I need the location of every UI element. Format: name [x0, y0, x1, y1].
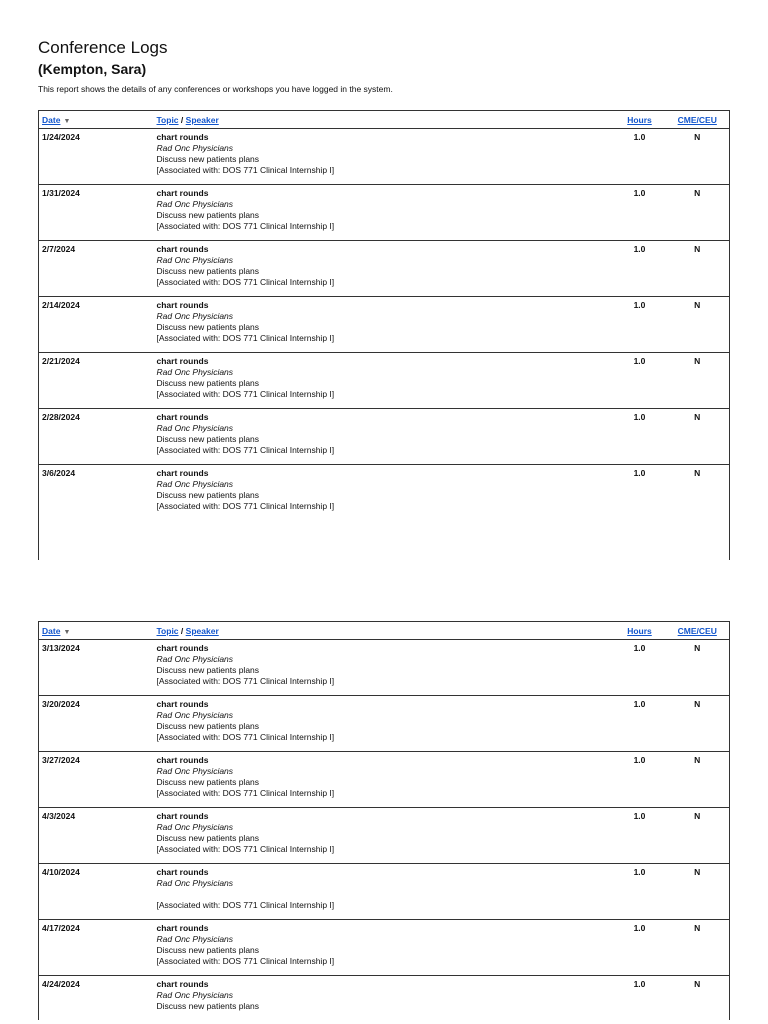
topic-text: chart rounds	[156, 468, 209, 478]
table-row	[39, 640, 730, 696]
speaker-text: Rad Onc Physicians	[156, 822, 234, 832]
association-text: [Associated with: DOS 771 Clinical Internship I]	[156, 788, 335, 798]
description-text: Discuss new patients plans	[156, 665, 260, 675]
conference-log-table-page1	[38, 110, 730, 560]
caret-down-icon[interactable]: ▼	[63, 628, 71, 636]
column-header-date	[39, 111, 154, 129]
speaker-text: Rad Onc Physicians	[156, 710, 234, 720]
hours-cell: 1.0	[614, 752, 666, 808]
topic-text: chart rounds	[156, 643, 209, 653]
table-row	[39, 185, 730, 241]
association-text: [Associated with: DOS 771 Clinical Internship I]	[156, 844, 335, 854]
date-cell: 1/24/2024	[39, 129, 154, 185]
topic-cell	[154, 409, 614, 465]
sort-cme-link[interactable]: CME/CEU	[677, 625, 717, 636]
cme-cell: N	[666, 185, 730, 241]
cme-cell: N	[666, 864, 730, 920]
topic-text: chart rounds	[156, 923, 209, 933]
date-cell: 3/13/2024	[39, 640, 154, 696]
topic-cell	[154, 353, 614, 409]
date-cell: 3/6/2024	[42, 468, 76, 478]
column-header-cme	[666, 622, 730, 640]
date-cell: 2/28/2024	[39, 409, 154, 465]
topic-text: chart rounds	[156, 755, 209, 765]
description-text: Discuss new patients plans	[156, 210, 260, 220]
description-text: Discuss new patients plans	[156, 154, 260, 164]
page-title: Conference Logs	[38, 38, 168, 57]
description-text: Discuss new patients plans	[156, 1001, 260, 1011]
topic-text: chart rounds	[156, 188, 209, 198]
topic-cell	[154, 696, 614, 752]
date-cell: 3/27/2024	[39, 752, 154, 808]
sort-hours-link[interactable]: Hours	[627, 625, 652, 636]
sort-date-link[interactable]: Date	[42, 625, 61, 636]
table-header	[39, 622, 730, 640]
date-cell: 2/14/2024	[39, 297, 154, 353]
hours-cell: 1.0	[614, 185, 666, 241]
hours-cell: 1.0	[633, 468, 646, 478]
description-text: Discuss new patients plans	[156, 434, 260, 444]
association-text: [Associated with: DOS 771 Clinical Internship I]	[156, 956, 335, 966]
topic-text: chart rounds	[156, 244, 209, 254]
association-text: [Associated with: DOS 771 Clinical Internship I]	[156, 221, 335, 231]
hours-cell: 1.0	[614, 353, 666, 409]
column-separator: /	[180, 114, 184, 125]
sort-speaker-link[interactable]: Speaker	[185, 625, 219, 636]
hours-cell: 1.0	[614, 129, 666, 185]
sort-date-link[interactable]: Date	[42, 114, 61, 125]
topic-text: chart rounds	[156, 412, 209, 422]
date-cell: 4/3/2024	[39, 808, 154, 864]
topic-cell	[154, 465, 614, 560]
table-row	[39, 752, 730, 808]
topic-text: chart rounds	[156, 132, 209, 142]
topic-cell	[154, 297, 614, 353]
description-text: Discuss new patients plans	[156, 945, 260, 955]
column-separator: /	[180, 625, 184, 636]
cme-cell: N	[666, 920, 730, 976]
date-cell: 4/24/2024	[42, 979, 80, 989]
table-body	[39, 129, 730, 560]
topic-cell	[154, 920, 614, 976]
cme-cell: N	[666, 353, 730, 409]
topic-cell	[154, 129, 614, 185]
topic-text: chart rounds	[156, 811, 209, 821]
speaker-text: Rad Onc Physicians	[156, 255, 234, 265]
topic-cell	[154, 976, 614, 1020]
sort-topic-link[interactable]: Topic	[156, 625, 179, 636]
table-row	[39, 920, 730, 976]
cme-cell: N	[666, 808, 730, 864]
hours-cell: 1.0	[614, 241, 666, 297]
topic-cell	[154, 185, 614, 241]
topic-cell	[154, 808, 614, 864]
hours-cell: 1.0	[614, 409, 666, 465]
topic-text: chart rounds	[156, 356, 209, 366]
cme-cell: N	[666, 752, 730, 808]
description-text: Discuss new patients plans	[156, 833, 260, 843]
hours-cell: 1.0	[614, 696, 666, 752]
speaker-text: Rad Onc Physicians	[156, 990, 234, 1000]
topic-text: chart rounds	[156, 300, 209, 310]
description-text: Discuss new patients plans	[156, 777, 260, 787]
cme-cell: N	[666, 241, 730, 297]
hours-cell: 1.0	[614, 808, 666, 864]
cme-cell: N	[666, 129, 730, 185]
topic-cell	[154, 864, 614, 920]
date-cell: 1/31/2024	[39, 185, 154, 241]
topic-cell	[154, 752, 614, 808]
column-header-topic-speaker	[154, 111, 614, 129]
cme-cell: N	[666, 409, 730, 465]
association-text: [Associated with: DOS 771 Clinical Internship I]	[156, 277, 335, 287]
table-row	[39, 409, 730, 465]
topic-cell	[154, 640, 614, 696]
column-header-date	[39, 622, 154, 640]
association-text: [Associated with: DOS 771 Clinical Internship I]	[156, 501, 335, 511]
column-header-hours	[614, 622, 666, 640]
description-text	[157, 889, 611, 900]
column-header-topic-speaker	[154, 622, 614, 640]
table-row	[39, 353, 730, 409]
cme-cell: N	[666, 696, 730, 752]
table-row	[39, 976, 730, 1020]
cme-cell: N	[694, 468, 701, 478]
speaker-text: Rad Onc Physicians	[156, 199, 234, 209]
speaker-text: Rad Onc Physicians	[156, 143, 234, 153]
sort-cme-link[interactable]: CME/CEU	[677, 114, 717, 125]
topic-text: chart rounds	[156, 979, 209, 989]
description-text: Discuss new patients plans	[156, 721, 260, 731]
description-text: Discuss new patients plans	[156, 490, 260, 500]
association-text: [Associated with: DOS 771 Clinical Internship I]	[156, 333, 335, 343]
speaker-text: Rad Onc Physicians	[156, 367, 234, 377]
topic-text: chart rounds	[156, 867, 209, 877]
cme-cell: N	[694, 979, 701, 989]
description-text: Discuss new patients plans	[156, 322, 260, 332]
hours-cell: 1.0	[614, 297, 666, 353]
sort-hours-link[interactable]: Hours	[627, 114, 652, 125]
speaker-text: Rad Onc Physicians	[156, 934, 234, 944]
topic-text: chart rounds	[156, 699, 209, 709]
caret-down-icon[interactable]: ▼	[63, 117, 71, 125]
conference-log-table-page2	[38, 621, 730, 1020]
column-header-cme	[666, 111, 730, 129]
sort-topic-link[interactable]: Topic	[156, 114, 179, 125]
date-cell: 2/21/2024	[39, 353, 154, 409]
association-text: [Associated with: DOS 771 Clinical Internship I]	[156, 676, 335, 686]
table-row	[39, 241, 730, 297]
hours-cell: 1.0	[614, 864, 666, 920]
table-body	[39, 640, 730, 1020]
cme-cell: N	[666, 640, 730, 696]
association-text: [Associated with: DOS 771 Clinical Internship I]	[156, 389, 335, 399]
speaker-text: Rad Onc Physicians	[156, 766, 234, 776]
association-text: [Associated with: DOS 771 Clinical Internship I]	[156, 900, 335, 910]
hours-cell: 1.0	[614, 640, 666, 696]
description-text: Discuss new patients plans	[156, 266, 260, 276]
table-row	[39, 696, 730, 752]
date-cell: 4/10/2024	[39, 864, 154, 920]
speaker-text: Rad Onc Physicians	[156, 878, 234, 888]
hours-cell: 1.0	[633, 979, 646, 989]
association-text: [Associated with: DOS 771 Clinical Internship I]	[156, 732, 335, 742]
report-description: This report shows the details of any conferences or workshops you have logged in the system.	[38, 84, 393, 94]
table-row	[39, 808, 730, 864]
date-cell: 3/20/2024	[39, 696, 154, 752]
date-cell: 4/17/2024	[39, 920, 154, 976]
speaker-text: Rad Onc Physicians	[156, 654, 234, 664]
table-row	[39, 297, 730, 353]
speaker-text: Rad Onc Physicians	[156, 423, 234, 433]
association-text: [Associated with: DOS 771 Clinical Internship I]	[156, 165, 335, 175]
association-text: [Associated with: DOS 771 Clinical Internship I]	[156, 445, 335, 455]
speaker-text: Rad Onc Physicians	[156, 311, 234, 321]
date-cell: 2/7/2024	[39, 241, 154, 297]
topic-cell	[154, 241, 614, 297]
table-row	[39, 129, 730, 185]
page-subtitle: (Kempton, Sara)	[38, 61, 147, 77]
hours-cell: 1.0	[614, 920, 666, 976]
table-header	[39, 111, 730, 129]
table-row	[39, 864, 730, 920]
cme-cell: N	[666, 297, 730, 353]
table-row	[39, 465, 730, 560]
description-text: Discuss new patients plans	[156, 378, 260, 388]
speaker-text: Rad Onc Physicians	[156, 479, 234, 489]
sort-speaker-link[interactable]: Speaker	[185, 114, 219, 125]
column-header-hours	[614, 111, 666, 129]
